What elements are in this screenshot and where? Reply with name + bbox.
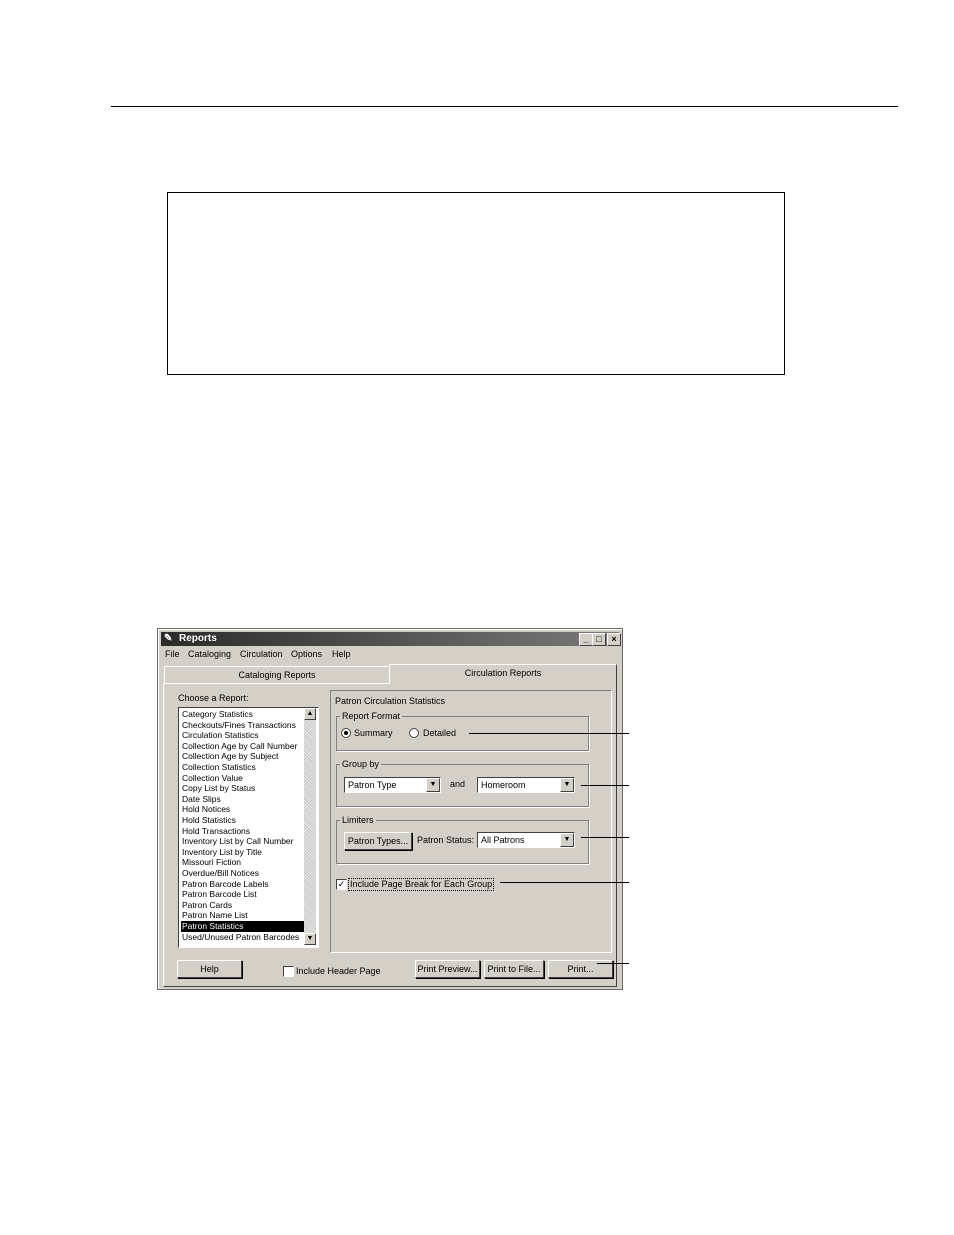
print-to-file-button[interactable]: Print to File... [484,960,544,978]
include-header-label[interactable]: Include Header Page [296,966,381,976]
summary-label[interactable]: Summary [354,728,393,738]
list-item[interactable]: Collection Statistics [182,762,256,772]
callout-line-report-format [469,733,629,734]
menu-circulation[interactable]: Circulation [240,649,283,659]
callout-line-page-break [500,882,629,883]
scroll-up-icon[interactable]: ▲ [304,708,316,720]
list-item[interactable]: Patron Barcode List [182,889,257,900]
list-item[interactable]: Hold Statistics [182,815,236,825]
menu-cataloging[interactable]: Cataloging [188,649,232,659]
callout-line-print [597,963,629,964]
tab-circulation-reports[interactable]: Circulation Reports [389,664,617,684]
page-break-label[interactable]: Include Page Break for Each Group [350,879,493,889]
report-listbox[interactable] [178,707,319,948]
list-item[interactable]: Inventory List by Call Number [182,836,294,847]
patron-status-label: Patron Status: [417,835,475,845]
header-rule [111,106,898,107]
menu-bar [162,648,618,661]
dropdown-arrow-icon[interactable]: ▼ [560,833,574,847]
list-item[interactable]: Collection Value [182,772,243,783]
note-box [167,192,785,375]
callout-line-group-by [581,785,629,786]
title-bar[interactable] [161,632,619,646]
report-format-title: Report Format [342,711,401,721]
options-title: Patron Circulation Statistics [335,696,446,706]
menu-options[interactable]: Options [291,649,323,659]
menu-help[interactable]: Help [332,649,351,659]
summary-radio[interactable] [341,728,351,738]
help-button[interactable]: Help [177,960,242,978]
group-by-second-select[interactable] [477,777,575,793]
reports-window [157,628,623,990]
minimize-button[interactable]: _ [579,633,593,646]
maximize-button[interactable]: □ [592,633,606,646]
print-preview-button[interactable]: Print Preview... [415,960,480,978]
choose-report-label: Choose a Report: [178,693,249,703]
scroll-down-icon[interactable]: ▼ [304,933,316,945]
page-break-checkbox[interactable]: ✓ [337,879,346,889]
list-item[interactable]: Patron Name List [182,910,248,921]
list-item[interactable]: Collection Age by Call Number [182,740,298,751]
and-label: and [450,779,466,789]
menu-file[interactable]: File [165,649,180,659]
list-item[interactable]: Hold Notices [182,804,231,815]
group-by-title: Group by [342,759,380,769]
dropdown-arrow-icon[interactable]: ▼ [560,778,574,792]
list-scrollbar[interactable] [304,708,316,945]
limiters-title: Limiters [342,815,374,825]
list-item[interactable]: Checkouts/Fines Transactions [182,719,296,730]
list-item[interactable]: Collection Age by Subject [182,751,279,762]
list-item[interactable]: Inventory List by Title [182,846,262,857]
group-by-first-select[interactable] [344,777,441,793]
detailed-radio[interactable] [409,728,419,738]
app-icon: ✎ [164,633,173,644]
radio-dot-icon [344,731,348,735]
list-item[interactable]: Used/Unused Patron Barcodes [182,931,300,942]
group-by-second-value: Homeroom [481,780,526,790]
list-item[interactable]: Circulation Statistics [182,730,259,741]
patron-status-select[interactable] [477,832,575,848]
list-item[interactable]: Hold Transactions [182,825,251,836]
list-item[interactable]: Missouri Fiction [182,857,242,868]
list-item[interactable]: Patron Barcode Labels [182,878,269,889]
print-button[interactable]: Print... [548,960,613,978]
list-item[interactable]: Patron Cards [182,899,233,910]
list-item-selected[interactable]: Patron Statistics [181,921,305,932]
detailed-label[interactable]: Detailed [423,728,457,738]
list-item[interactable]: Overdue/Bill Notices [182,868,260,878]
dropdown-arrow-icon[interactable]: ▼ [426,778,440,792]
tab-cataloging-reports[interactable]: Cataloging Reports [164,666,390,683]
list-item[interactable]: Category Statistics [182,709,253,719]
list-item[interactable]: Copy List by Status [182,783,256,794]
include-header-checkbox[interactable] [283,966,294,977]
group-by-first-value: Patron Type [348,780,397,790]
close-button[interactable]: × [607,633,621,646]
callout-line-limiters [581,837,629,838]
window-title: Reports [179,633,217,644]
list-item[interactable]: Date Slips [182,793,221,804]
patron-types-button[interactable]: Patron Types... [344,832,412,850]
patron-status-value: All Patrons [481,835,525,845]
